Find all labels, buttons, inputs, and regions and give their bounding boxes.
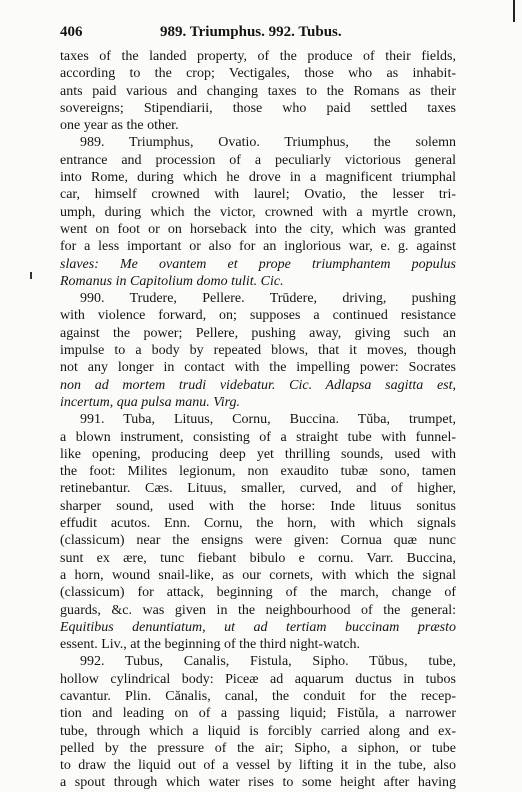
text-line: taxes of the landed property, of the produce of their fields, (60, 49, 456, 64)
text-line: to draw the liquid out of a vessel by lifting it in the tube, also (60, 758, 456, 774)
latin-quote: Romanus in Capitolium domo tulit. Cic. (60, 273, 284, 289)
text-line: (classicum) for attack, beginning of the march, change of (60, 585, 456, 601)
latin-quote: Equitibus denuntiatum, ut ad tertiam buccinam præsto (60, 619, 456, 635)
text-line: a blown instrument, consisting of a straight tube with funnel- (60, 429, 456, 445)
latin-quote: slaves: Me ovantem et prope triumphantem populus (60, 256, 456, 272)
text-line: ants paid various and changing taxes to the Romans as their (60, 83, 456, 99)
text-line: like opening, producing deep yet thrilling sounds, used with (60, 446, 456, 462)
text-line: a spout through which water rises to some height after having (60, 775, 456, 791)
text-line: impulse to a body by repeated blows, that it moves, though (60, 343, 456, 359)
text-line: went on foot or on horseback into the city, which was granted (60, 221, 456, 237)
text-line: into Rome, during which he drove in a magnificent triumphal (60, 170, 456, 186)
text-line: a horn, wound snail-like, as our cornets, with which the signal (60, 567, 456, 583)
page-edge-mark (513, 0, 515, 22)
text-line: sunt ex ære, tunc fiebant bibulo e cornu. Varr. Buccina, (60, 550, 456, 566)
text-line: cavantur. Plin. Cănalis, canal, the conduit for the recep- (60, 688, 456, 704)
latin-quote: non ad mortem trudi videbatur. Cic. Adlapsa sagitta est, (60, 377, 456, 393)
text-line: (classicum) near the ensigns were given: Cornua quæ nunc (60, 533, 456, 549)
text-line: sharper sound, used with the horse: Inde lituus sonitus (60, 498, 456, 514)
entry-990-heading: 990. Trudere, Pellere. Trūdere, driving, pushing (80, 291, 456, 307)
text-line: against the power; Pellere, pushing away, giving such an (60, 325, 456, 341)
text-line: tion and leading on of a passing liquid; Fistŭla, a narrower (60, 706, 456, 722)
text-line: according to the crop; Vectigales, those who as inhabit- (60, 66, 456, 82)
body-text (60, 48, 456, 792)
text-line: entrance and procession of a peculiarly victorious general (60, 152, 456, 168)
text-line: one year as the other. (60, 118, 179, 134)
latin-quote: incertum, qua pulsa manu. Virg. (60, 394, 241, 410)
entry-989-heading: 989. Triumphus, Ovatio. Triumphus, the solemn (80, 135, 456, 151)
text-line: for a less important or also for an inglorious war, e. g. against (60, 239, 456, 255)
entry-992-heading: 992. Tubus, Canalis, Fistula, Sipho. Tŭbus, tube, (80, 654, 456, 670)
page-number: 406 (60, 24, 83, 40)
text-line: car, himself crowned with laurel; Ovatio, the lesser tri- (60, 187, 456, 203)
text-line: essent. Liv., at the beginning of the third night-watch. (60, 637, 361, 653)
text-line: with violence forward, on; supposes a continued resistance (60, 308, 456, 324)
entry-991-heading: 991. Tuba, Lituus, Cornu, Buccina. Tŭba, trumpet, (80, 412, 456, 428)
text-line: tube, through which a liquid is forcibly carried along and ex- (60, 723, 456, 739)
running-title: 989. Triumphus. 992. Tubus. (160, 24, 342, 40)
text-line: pelled by the pressure of the air; Sipho, a siphon, or tube (60, 740, 456, 756)
running-header (60, 24, 456, 46)
text-line: the foot: Milites legionum, non exaudito tubæ sono, tamen (60, 464, 456, 480)
text-line: not any longer in contact with the impelling power: Socrates (60, 360, 456, 376)
text-line: guards, &c. was given in the neighbourhood of the general: (60, 602, 456, 618)
text-line: hollow cylindrical body: Piceæ ad aquarum ductus in tubos (60, 671, 456, 687)
text-line: sovereigns; Stipendiarii, those who paid settled taxes (60, 100, 456, 116)
margin-mark (30, 272, 32, 279)
text-line: umph, during which the victor, crowned with a myrtle crown, (60, 204, 456, 220)
text-line: retinebantur. Cæs. Lituus, smaller, curved, and of higher, (60, 481, 456, 497)
text-line: effudit acutos. Enn. Cornu, the horn, with which signals (60, 516, 456, 532)
